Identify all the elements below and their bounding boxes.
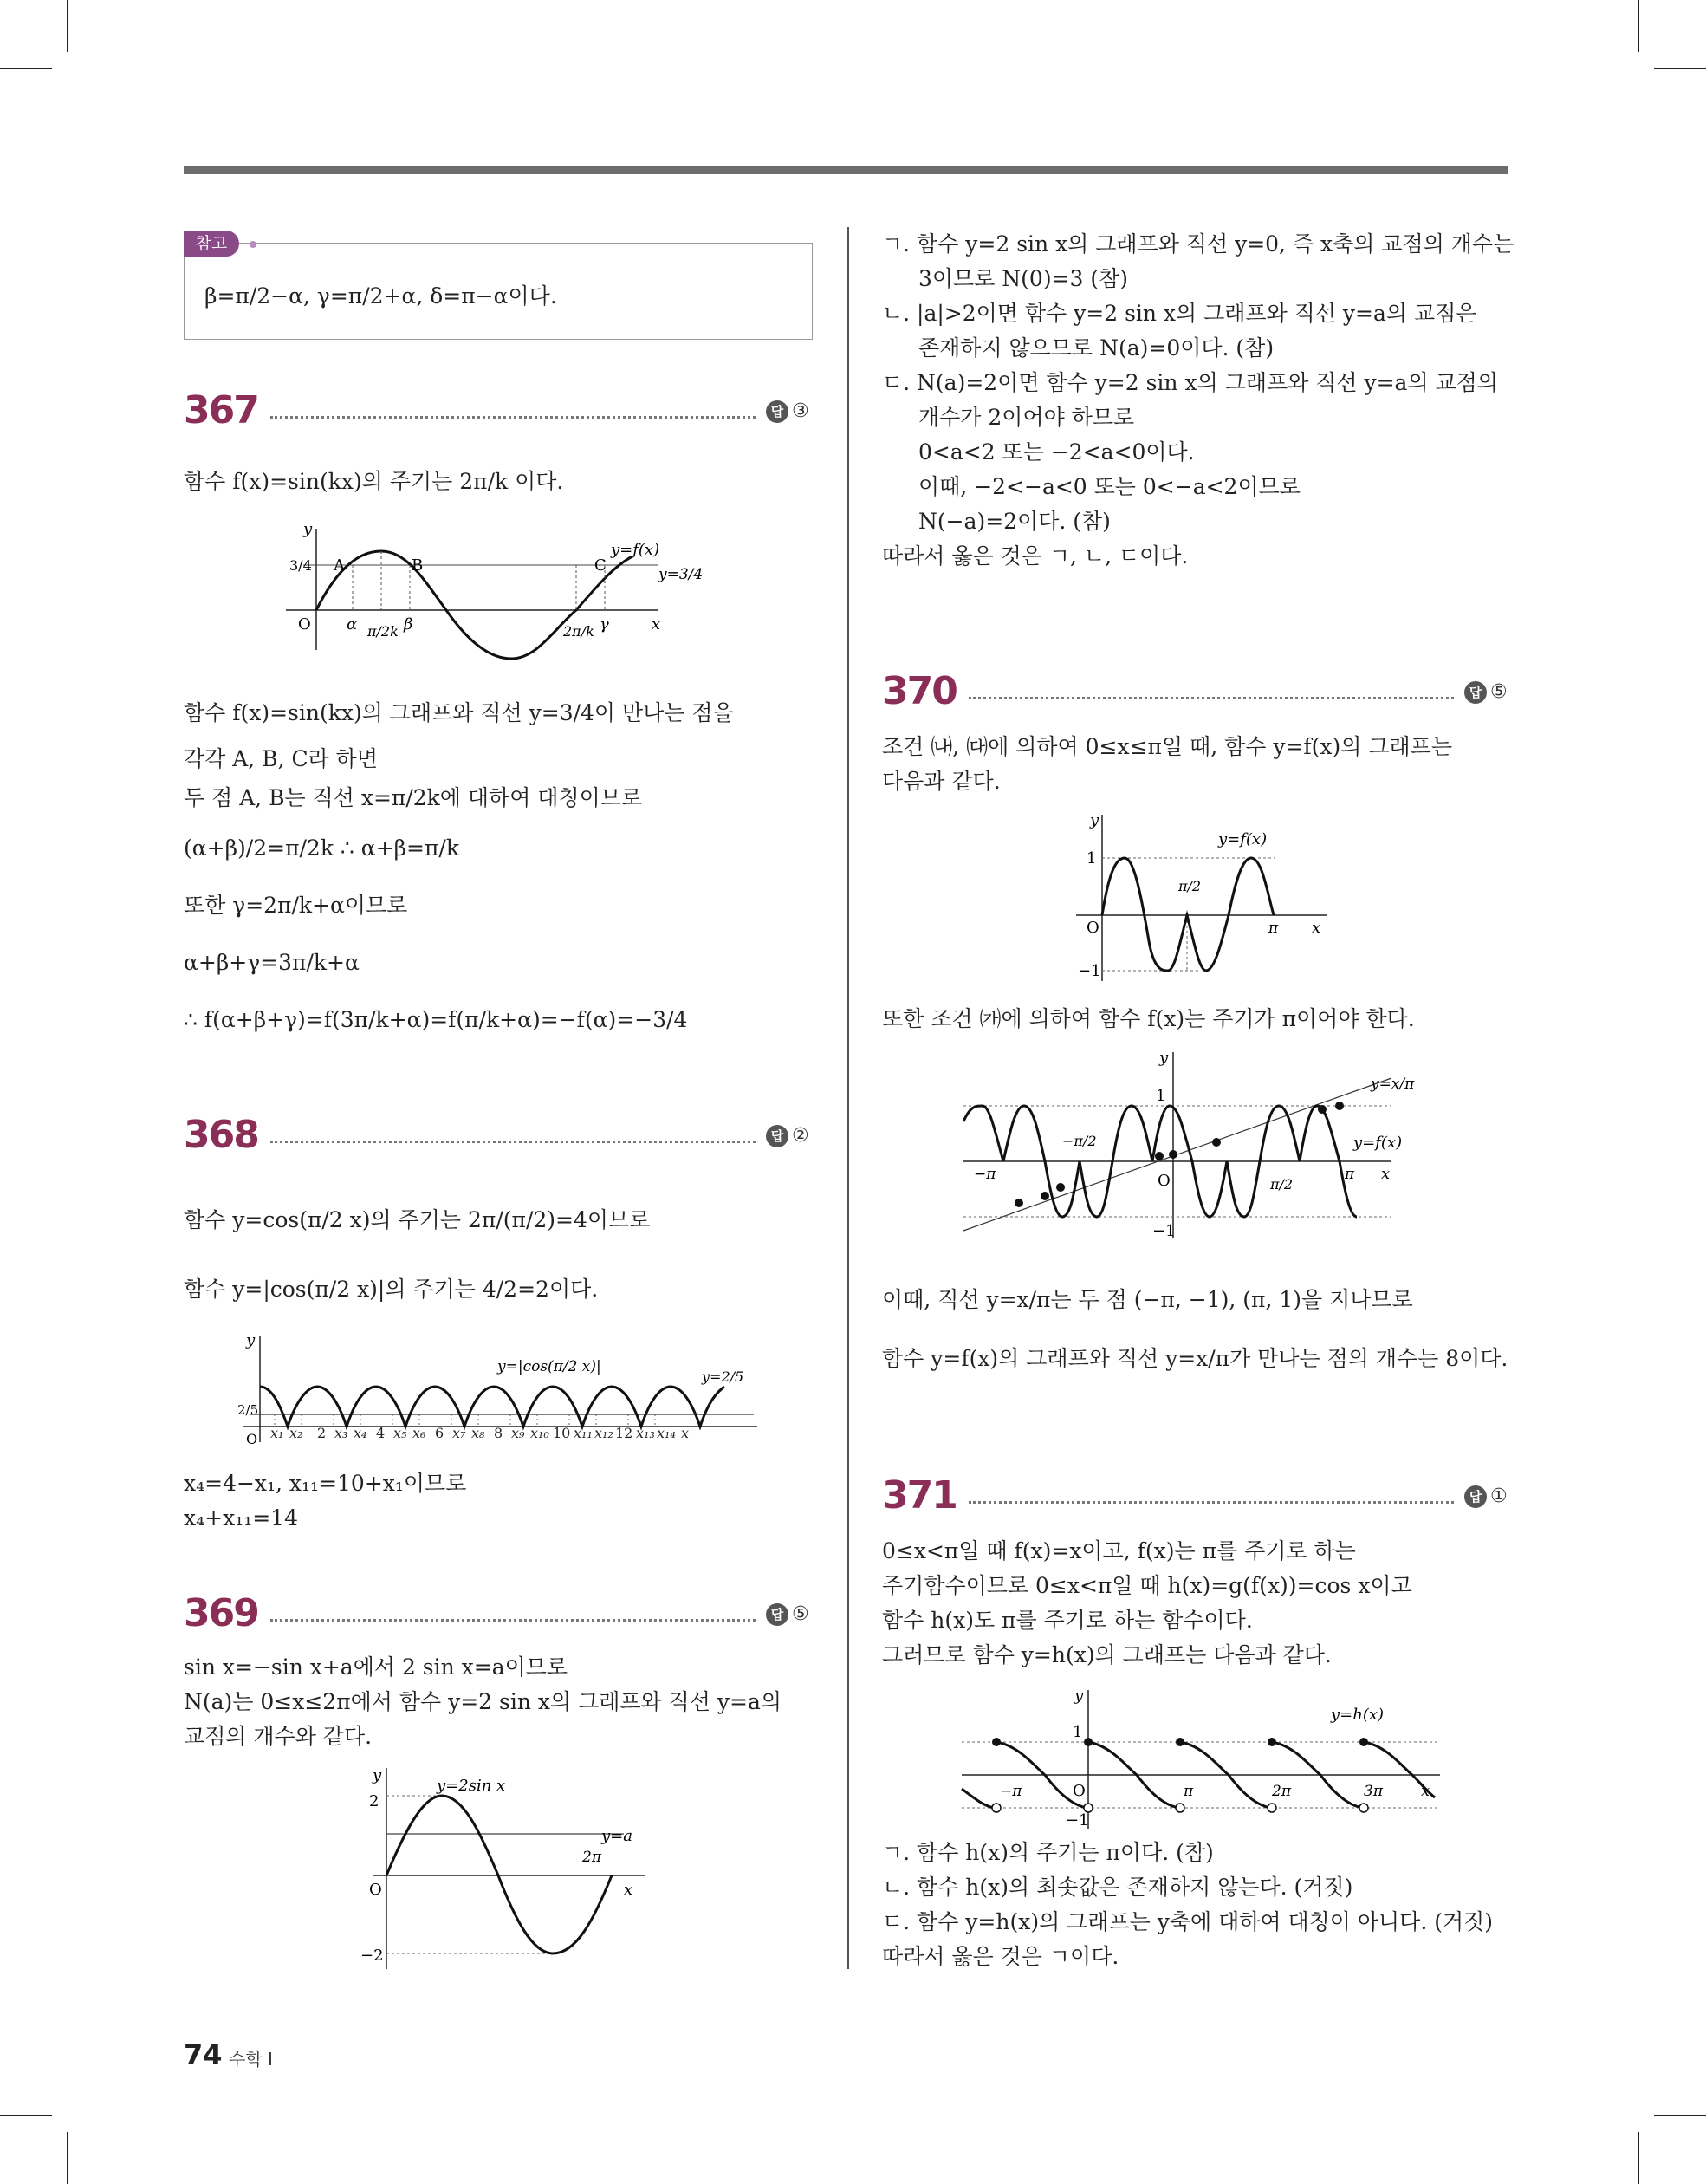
problem-369-continuation <box>882 227 1514 574</box>
graph-label: β <box>404 615 413 634</box>
tick-label: 4 <box>376 1425 386 1441</box>
answer-mark: 답 <box>766 400 788 423</box>
problem-370-header <box>882 669 1511 721</box>
answer-value: ③ <box>792 400 809 422</box>
problem-367-intro <box>184 465 563 499</box>
tick-label: x₉ <box>511 1425 525 1441</box>
text-line: 함수 y=|cos(π/2 x)|의 주기는 4/2=2이다. <box>184 1277 599 1302</box>
answer-value: ② <box>792 1125 809 1147</box>
problem-367-body <box>184 685 734 1049</box>
graph-label: 1 <box>1156 1087 1166 1105</box>
graph-label: 1 <box>1073 1723 1083 1741</box>
tick-label: x₁ <box>270 1425 284 1441</box>
graph-label: y=h(x) <box>1331 1706 1385 1724</box>
graph-label: C <box>594 556 607 575</box>
graph-371 <box>958 1685 1443 1832</box>
text-line: 따라서 옳은 것은 ㄱ, ㄴ, ㄷ이다. <box>882 543 1189 569</box>
graph-label: −1 <box>1078 962 1101 980</box>
text-line: 존재하지 않으므로 N(a)=0이다. (참) <box>918 335 1275 361</box>
tick-label: 12 <box>615 1425 633 1441</box>
graph-label: π <box>1184 1783 1194 1800</box>
graph-label: 1 <box>1087 849 1097 868</box>
graph-label: π/2k <box>367 623 399 640</box>
graph-label: y=f(x) <box>1353 1134 1403 1152</box>
problem-370-condition <box>882 1002 1415 1037</box>
graph-label: −2 <box>360 1947 384 1965</box>
graph-label: π <box>1345 1166 1355 1183</box>
leader-dots <box>270 1619 756 1622</box>
crop-mark <box>67 2132 68 2184</box>
crop-mark <box>1654 2115 1706 2116</box>
answer-mark: 답 <box>1464 681 1487 704</box>
graph-label: π/2 <box>1270 1176 1294 1193</box>
graph-label: O <box>1073 1782 1086 1800</box>
crop-mark <box>0 2115 52 2116</box>
text-line: 이때, −2<−a<0 또는 0<−a<2이므로 <box>918 474 1301 499</box>
graph-label: −π/2 <box>1062 1133 1097 1149</box>
graph-label: x <box>1312 919 1321 937</box>
text-line: x₄+x₁₁=14 <box>184 1505 298 1531</box>
text-line: 0<a<2 또는 −2<a<0이다. <box>918 439 1195 465</box>
graph-label: 3/4 <box>289 557 312 574</box>
graph-label: O <box>246 1431 258 1447</box>
tick-label: x₇ <box>452 1425 466 1441</box>
answer-mark: 답 <box>766 1603 788 1626</box>
answer-badge <box>1464 1485 1508 1508</box>
text-line: 교점의 개수와 같다. <box>184 1724 373 1749</box>
problem-370-intro <box>882 730 1452 799</box>
graph-label: π/2 <box>1178 878 1202 894</box>
text-line: 0≤x<π일 때 f(x)=x이고, f(x)는 π를 주기로 하는 <box>882 1538 1356 1563</box>
graph-label: x <box>1421 1782 1430 1800</box>
graph-label: y <box>1090 811 1099 829</box>
text-line: 함수 y=cos(π/2 x)의 주기는 2π/(π/2)=4이므로 <box>184 1207 651 1232</box>
text-line: 주기함수이므로 0≤x<π일 때 h(x)=g(f(x))=cos x이고 <box>882 1573 1412 1598</box>
text-line: 또한 γ=2π/k+α이므로 <box>184 893 408 918</box>
problem-368-conclusion <box>184 1466 466 1536</box>
header-rule <box>184 166 1508 174</box>
problem-371-header <box>882 1473 1511 1525</box>
leader-dots <box>270 1141 756 1143</box>
text-line: (α+β)/2=π/2k ∴ α+β=π/k <box>184 835 460 861</box>
text-line: 그러므로 함수 y=h(x)의 그래프는 다음과 같다. <box>882 1642 1332 1667</box>
tick-label: x₃ <box>334 1425 348 1441</box>
tick-label: x₅ <box>393 1425 407 1441</box>
text-line: x₄=4−x₁, x₁₁=10+x₁이므로 <box>184 1471 467 1496</box>
crop-mark <box>1638 0 1639 52</box>
page-number: 74 <box>184 2038 223 2071</box>
text-line: N(−a)=2이다. (참) <box>918 509 1111 534</box>
text-line: sin x=−sin x+a에서 2 sin x=a이므로 <box>184 1654 568 1680</box>
problem-number: 368 <box>184 1113 258 1157</box>
crop-mark <box>1654 68 1706 69</box>
tick-label: x₂ <box>289 1425 303 1441</box>
graph-label: y=f(x) <box>1218 830 1268 848</box>
text-line: N(a)는 0≤x≤2π에서 함수 y=2 sin x의 그래프와 직선 y=a의 <box>184 1689 782 1714</box>
text-line: 두 점 A, B는 직선 x=π/2k에 대하여 대칭이므로 <box>184 785 643 810</box>
graph-370-a <box>1071 811 1331 985</box>
graph-label: y=2/5 <box>702 1368 744 1385</box>
graph-label: y=|cos(π/2 x)| <box>497 1358 601 1375</box>
problem-370-conclusion <box>882 1271 1508 1388</box>
graph-label: −π <box>974 1166 996 1183</box>
graph-label: O <box>1087 919 1099 937</box>
answer-value: ① <box>1490 1485 1508 1507</box>
problem-number: 370 <box>882 669 957 713</box>
text-line: ∴ f(α+β+γ)=f(3π/k+α)=f(π/k+α)=−f(α)=−3/4 <box>184 1007 688 1032</box>
text-line: 함수 h(x)도 π를 주기로 하는 함수이다. <box>882 1608 1253 1633</box>
answer-mark: 답 <box>1464 1485 1487 1508</box>
graph-label: y <box>303 520 313 538</box>
text-line: ㄷ. 함수 y=h(x)의 그래프는 y축에 대하여 대칭이 아니다. (거짓) <box>882 1909 1494 1934</box>
graph-label: −1 <box>1152 1222 1176 1240</box>
crop-mark <box>0 68 52 69</box>
graph-label: −1 <box>1066 1811 1089 1830</box>
text-line: ㄱ. 함수 h(x)의 주기는 π이다. (참) <box>882 1840 1214 1865</box>
problem-number: 367 <box>184 388 258 432</box>
crop-mark <box>67 0 68 52</box>
graph-label: −π <box>1000 1783 1022 1800</box>
leader-dots <box>969 1501 1454 1504</box>
column-divider <box>847 227 849 1969</box>
tick-label: x₁₁ <box>574 1425 593 1441</box>
graph-label: x <box>1381 1165 1391 1183</box>
answer-badge <box>1464 681 1508 704</box>
tick-label: 2 <box>317 1425 327 1441</box>
graph-label: B <box>412 556 424 575</box>
problem-369-header <box>184 1591 813 1643</box>
tick-label: x₁₃ <box>636 1425 655 1441</box>
leader-dots <box>969 697 1454 699</box>
graph-label: y=x/π <box>1371 1076 1415 1093</box>
text-line: ㄴ. 함수 h(x)의 최솟값은 존재하지 않는다. (거짓) <box>882 1875 1353 1900</box>
problem-number: 369 <box>184 1591 258 1635</box>
problem-368-body <box>184 1186 650 1324</box>
problem-369-body <box>184 1650 782 1754</box>
subject-label: 수학 I <box>229 2049 273 2070</box>
text-line: 함수 f(x)=sin(kx)의 주기는 2π/k 이다. <box>184 469 564 494</box>
problem-371-conclusion <box>882 1836 1493 1974</box>
tick-label: x₈ <box>471 1425 485 1441</box>
text-line: ㄷ. N(a)=2이면 함수 y=2 sin x의 그래프와 직선 y=a의 교점의 <box>882 370 1498 395</box>
tick-label: x₁₀ <box>530 1425 549 1441</box>
graph-label: A <box>334 556 345 575</box>
graph-label: 3π <box>1364 1783 1383 1800</box>
graph-370-b <box>958 1043 1415 1243</box>
graph-label: γ <box>600 615 609 634</box>
text-line: 3이므로 N(0)=3 (참) <box>918 266 1129 291</box>
graph-label: y=a <box>601 1827 632 1845</box>
graph-label: y <box>1074 1687 1084 1705</box>
reference-tag: 참고 <box>184 231 239 257</box>
graph-label: O <box>1158 1172 1171 1190</box>
text-line: α+β+γ=3π/k+α <box>184 950 360 975</box>
text-line: 따라서 옳은 것은 ㄱ이다. <box>882 1944 1119 1969</box>
text-line: 또한 조건 ㈎에 의하여 함수 f(x)는 주기가 π이어야 한다. <box>882 1006 1415 1031</box>
text-line: 조건 ㈏, ㈐에 의하여 0≤x≤π일 때, 함수 y=f(x)의 그래프는 <box>882 734 1452 759</box>
tick-label: x₁₄ <box>657 1425 676 1441</box>
tick-label: x₄ <box>354 1425 367 1441</box>
tick-label: x₆ <box>412 1425 426 1441</box>
tick-label: 6 <box>435 1425 444 1441</box>
graph-label: y <box>1159 1049 1169 1067</box>
graph-label: y=f(x) <box>611 541 660 559</box>
reference-text: β=π/2−α, γ=π/2+α, δ=π−α이다. <box>204 283 557 309</box>
answer-badge <box>766 400 809 423</box>
tick-label: 10 <box>553 1425 571 1441</box>
graph-label: x <box>624 1881 633 1899</box>
answer-badge <box>766 1603 809 1626</box>
graph-label: y=2sin x <box>437 1777 506 1795</box>
text-line: 함수 y=f(x)의 그래프와 직선 y=x/π가 만나는 점의 개수는 8이다. <box>882 1346 1508 1371</box>
graph-label: y <box>246 1331 256 1349</box>
graph-label: 2 <box>369 1792 379 1810</box>
graph-label: 2π <box>582 1849 601 1866</box>
problem-368-header <box>184 1113 813 1165</box>
problem-371-body <box>882 1534 1412 1673</box>
answer-mark: 답 <box>766 1125 788 1147</box>
graph-label: α <box>347 615 358 634</box>
graph-label: π <box>1268 920 1279 937</box>
crop-mark <box>1638 2132 1639 2184</box>
problem-number: 371 <box>882 1473 957 1518</box>
graph-369 <box>355 1765 658 1973</box>
text-line: 다음과 같다. <box>882 769 1001 794</box>
text-line: 이때, 직선 y=x/π는 두 점 (−π, −1), (π, 1)을 지나므로 <box>882 1287 1413 1312</box>
graph-label: 2/5 <box>237 1402 259 1418</box>
problem-367-header <box>184 388 813 440</box>
graph-label: y <box>373 1766 382 1784</box>
graph-label: y=3/4 <box>658 566 704 583</box>
tick-label: x₁₂ <box>594 1425 613 1441</box>
graph-367 <box>277 520 728 659</box>
answer-value: ⑤ <box>1490 681 1508 703</box>
answer-badge <box>766 1125 809 1147</box>
answer-value: ⑤ <box>792 1603 809 1625</box>
text-line: 각각 A, B, C라 하면 <box>184 746 378 771</box>
tick-label: 8 <box>494 1425 503 1441</box>
text-line: ㄴ. |a|>2이면 함수 y=2 sin x의 그래프와 직선 y=a의 교점은 <box>882 301 1477 326</box>
graph-label: O <box>298 615 311 634</box>
text-line: ㄱ. 함수 y=2 sin x의 그래프와 직선 y=0, 즉 x축의 교점의 개수는 <box>882 231 1515 257</box>
graph-label: x <box>652 615 661 634</box>
text-line: 개수가 2이어야 하므로 <box>918 405 1135 430</box>
tick-label: x <box>681 1425 690 1441</box>
leader-dots <box>270 416 756 419</box>
reference-dot <box>250 241 256 248</box>
graph-label: 2π <box>1272 1783 1291 1800</box>
text-line: 함수 f(x)=sin(kx)의 그래프와 직선 y=3/4이 만나는 점을 <box>184 700 734 725</box>
graph-label: 2π/k <box>563 623 594 640</box>
graph-label: O <box>369 1881 382 1899</box>
